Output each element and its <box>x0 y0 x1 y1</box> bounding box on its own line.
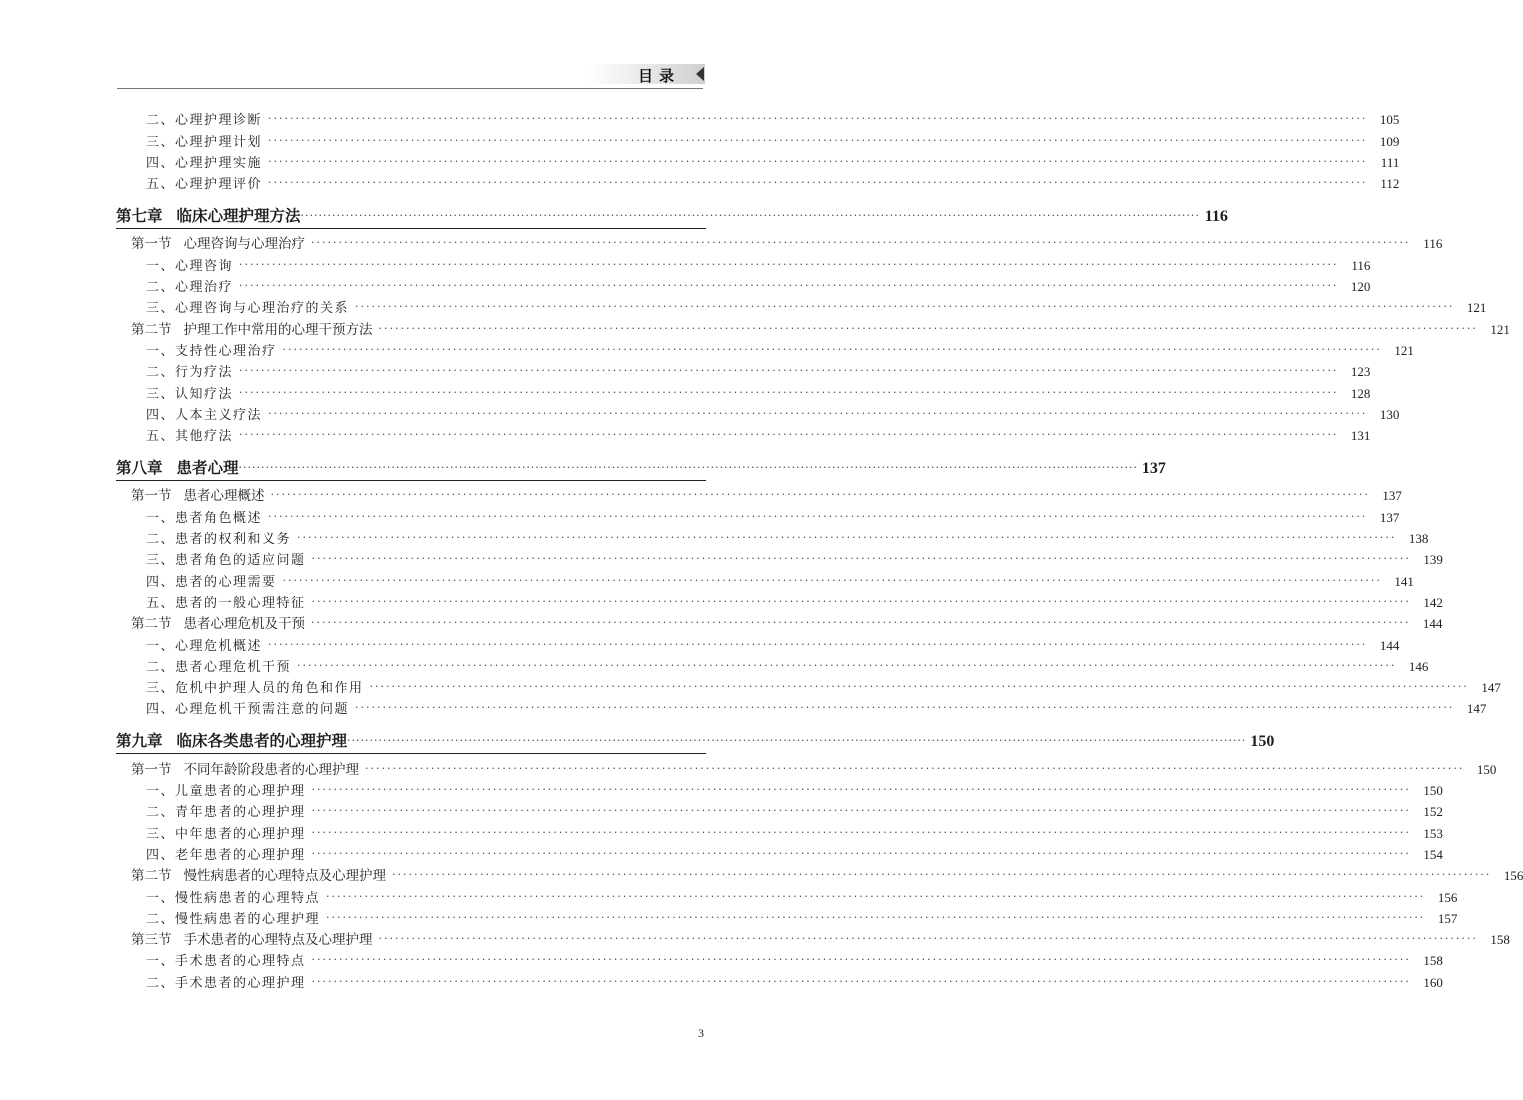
dot-leader: ········································································································································································································ <box>378 321 1478 335</box>
toc-section[interactable] <box>116 231 1443 253</box>
dot-leader: ········································································································································································································ <box>347 734 1247 748</box>
toc-item-label: 五、其他疗法 <box>146 429 234 445</box>
toc-chapter[interactable] <box>116 727 1275 751</box>
toc-chapter-label <box>116 729 347 751</box>
toc-section-label <box>131 318 373 338</box>
toc-item[interactable] <box>116 906 1458 927</box>
toc-section-title: 患者心理概述 <box>183 488 265 505</box>
toc-item[interactable] <box>116 948 1443 970</box>
toc-section[interactable] <box>116 316 1510 338</box>
toc-item-label: 三、中年患者的心理护理 <box>146 826 306 842</box>
toc-item[interactable] <box>116 654 1429 675</box>
toc-section-number: 第二节 <box>131 868 172 885</box>
toc-section-number: 第一节 <box>131 236 172 253</box>
toc-chapter-number: 第七章 <box>116 206 163 226</box>
toc-item-label: 二、行为疗法 <box>146 365 234 381</box>
dot-leader: ········································································································································································································ <box>239 364 1339 378</box>
toc-page-number: 121 <box>1394 342 1414 358</box>
dot-leader: ········································································································································································································ <box>311 783 1411 797</box>
toc-item[interactable] <box>116 171 1400 193</box>
toc-page-number: 123 <box>1350 364 1371 380</box>
toc-page-number: 137 <box>1141 460 1166 478</box>
toc-item-label: 一、手术患者的心理特点 <box>146 954 306 970</box>
dot-leader: ········································································································································································································ <box>365 761 1465 775</box>
toc-page-number: 130 <box>1379 406 1400 422</box>
toc-section-label <box>131 484 265 504</box>
dot-leader: ········································································································································································································ <box>297 531 1397 545</box>
dot-leader: ········································································································································································································ <box>311 846 1411 860</box>
dot-leader: ········································································································································································································ <box>311 804 1411 818</box>
toc-item[interactable] <box>116 274 1371 296</box>
toc-page-number: 157 <box>1437 910 1458 926</box>
toc-page-number: 111 <box>1380 154 1400 170</box>
toc-page-number: 152 <box>1423 804 1443 820</box>
dot-leader: ········································································································································································································ <box>282 342 1382 356</box>
dot-leader: ········································································································································································································ <box>268 509 1368 523</box>
toc-item[interactable] <box>116 526 1429 548</box>
dot-leader: ········································································································································································································ <box>311 616 1411 630</box>
toc-page-number: 144 <box>1422 616 1443 632</box>
toc-item-label: 五、心理护理评价 <box>146 177 263 193</box>
toc-item-label: 四、老年患者的心理护理 <box>146 847 306 863</box>
toc-chapter-title: 临床心理护理方法 <box>176 206 301 226</box>
toc-chapter-title: 患者心理 <box>176 458 239 478</box>
toc-page-number: 147 <box>1481 680 1501 696</box>
toc-item[interactable] <box>116 632 1400 654</box>
dot-leader: ········································································································································································································ <box>268 154 1368 168</box>
toc-section-number: 第一节 <box>131 488 172 505</box>
toc-page-number: 142 <box>1423 594 1443 610</box>
toc-page-number: 158 <box>1490 932 1510 948</box>
header-arrow-icon <box>696 67 704 81</box>
toc-item-label: 二、患者心理危机干预 <box>146 659 292 675</box>
toc-item-label: 三、危机中护理人员的角色和作用 <box>146 681 364 697</box>
toc-page-number: 121 <box>1466 300 1487 316</box>
toc-item[interactable] <box>116 504 1400 526</box>
toc-section-number: 第一节 <box>131 761 172 778</box>
toc-item-label: 二、青年患者的心理护理 <box>146 805 306 821</box>
toc-item-label: 一、心理咨询 <box>146 258 234 274</box>
toc-page-number: 116 <box>1351 257 1371 273</box>
toc-page-number: 160 <box>1423 974 1443 990</box>
dot-leader: ········································································································································································································ <box>268 406 1368 420</box>
toc-chapter[interactable] <box>116 202 1228 226</box>
toc-item[interactable] <box>116 402 1400 423</box>
toc-chapter-number: 第八章 <box>116 458 163 478</box>
toc-item-label: 三、心理护理计划 <box>146 134 263 150</box>
toc-item-label: 二、手术患者的心理护理 <box>146 975 306 991</box>
dot-leader: ········································································································································································································ <box>311 552 1411 566</box>
toc-chapter-label <box>116 456 239 478</box>
dot-leader: ········································································································································································································ <box>268 112 1368 126</box>
toc-item-label: 一、支持性心理治疗 <box>146 343 277 359</box>
dot-leader: ········································································································································································································ <box>239 428 1339 442</box>
toc-page-number: 150 <box>1476 761 1497 777</box>
toc-item[interactable] <box>116 338 1414 359</box>
toc-chapter[interactable] <box>116 454 1166 478</box>
toc-chapter-label <box>116 204 301 226</box>
toc-item-label: 三、认知疗法 <box>146 386 234 402</box>
toc-item-label: 二、心理治疗 <box>146 280 234 296</box>
toc-page-number: 139 <box>1423 552 1443 568</box>
toc-page-number: 131 <box>1350 428 1371 444</box>
toc-section-title: 护理工作中常用的心理干预方法 <box>183 321 373 338</box>
dot-leader: ········································································································································································································ <box>270 488 1370 502</box>
toc-item[interactable] <box>116 842 1443 863</box>
toc-section-label <box>131 864 386 884</box>
toc-page-number: 156 <box>1437 889 1458 905</box>
toc-section-number: 第三节 <box>131 932 172 949</box>
toc-item-label: 一、患者角色概述 <box>146 510 263 526</box>
toc-item-label: 四、患者的心理需要 <box>146 574 277 590</box>
dot-leader: ········································································································································································································ <box>378 932 1478 946</box>
toc-item[interactable] <box>116 884 1458 906</box>
dot-leader: ········································································································································································································ <box>326 889 1426 903</box>
dot-leader: ········································································································································································································ <box>239 257 1339 271</box>
toc-section-label <box>131 232 305 252</box>
toc-section[interactable] <box>116 756 1497 778</box>
toc-page-number: 105 <box>1379 112 1400 128</box>
toc-chapter-title: 临床各类患者的心理护理 <box>176 731 348 751</box>
toc-item-label: 四、人本主义疗法 <box>146 407 263 423</box>
dot-leader: ········································································································································································································ <box>369 680 1469 694</box>
toc-item[interactable] <box>116 252 1371 274</box>
toc-page-number: 116 <box>1204 208 1228 226</box>
dot-leader: ········································································································································································································ <box>268 133 1368 147</box>
dot-leader: ········································································································································································································ <box>326 910 1426 924</box>
toc-page-number: 141 <box>1394 573 1414 589</box>
toc-section-label <box>131 928 373 948</box>
toc-section-title: 患者心理危机及干预 <box>183 616 305 633</box>
dot-leader: ········································································································································································································ <box>311 236 1411 250</box>
toc-item-label: 四、心理危机干预需注意的问题 <box>146 702 350 718</box>
toc-section[interactable] <box>116 927 1510 949</box>
toc-section-number: 第二节 <box>131 616 172 633</box>
toc-item[interactable] <box>116 547 1443 569</box>
toc-item-label: 二、慢性病患者的心理护理 <box>146 911 321 927</box>
toc-item[interactable] <box>116 380 1371 402</box>
toc-page-number: 150 <box>1250 733 1275 751</box>
toc-item-label: 五、患者的一般心理特征 <box>146 595 306 611</box>
toc-section[interactable] <box>116 611 1443 633</box>
toc-page-number: 147 <box>1466 701 1487 717</box>
dot-leader: ········································································································································································································ <box>239 385 1339 399</box>
toc-item[interactable] <box>116 423 1371 445</box>
toc-section-title: 手术患者的心理特点及心理护理 <box>183 932 373 949</box>
toc-item[interactable] <box>116 150 1400 171</box>
toc-page-number: 128 <box>1350 385 1371 401</box>
toc-page-number: 138 <box>1408 531 1429 547</box>
toc-item-label: 二、患者的权利和义务 <box>146 532 292 548</box>
toc-section[interactable] <box>116 863 1523 885</box>
table-of-contents <box>116 107 1523 991</box>
toc-section-title: 慢性病患者的心理特点及心理护理 <box>183 868 386 885</box>
toc-item[interactable] <box>116 359 1371 381</box>
toc-section-title: 心理咨询与心理治疗 <box>183 236 305 253</box>
toc-page-number: 146 <box>1408 658 1429 674</box>
toc-section-title: 不同年龄阶段患者的心理护理 <box>183 761 359 778</box>
toc-item-label: 三、患者角色的适应问题 <box>146 553 306 569</box>
toc-page-number: 109 <box>1379 133 1400 149</box>
toc-chapter-number: 第九章 <box>116 731 163 751</box>
toc-item-label: 二、心理护理诊断 <box>146 113 263 129</box>
dot-leader: ········································································································································································································ <box>311 953 1411 967</box>
toc-section-label <box>131 612 305 632</box>
toc-page-number: 154 <box>1423 846 1443 862</box>
toc-item[interactable] <box>116 590 1443 611</box>
toc-section-number: 第二节 <box>131 321 172 338</box>
toc-page-number: 137 <box>1382 488 1402 504</box>
header-rule <box>117 88 703 89</box>
dot-leader: ········································································································································································································ <box>268 176 1368 190</box>
header-title: 目录 <box>637 67 680 85</box>
dot-leader: ········································································································································································································ <box>311 825 1411 839</box>
toc-item[interactable] <box>116 128 1400 150</box>
toc-page-number: 112 <box>1380 176 1400 192</box>
toc-section-label <box>131 758 359 778</box>
toc-page-number: 120 <box>1350 279 1371 295</box>
toc-item[interactable] <box>116 675 1501 697</box>
dot-leader: ········································································································································································································ <box>300 209 1200 223</box>
dot-leader: ········································································································································································································ <box>311 974 1411 988</box>
toc-page-number: 156 <box>1503 868 1523 884</box>
toc-item-label: 四、心理护理实施 <box>146 155 263 171</box>
toc-item[interactable] <box>116 778 1443 800</box>
toc-page-number: 153 <box>1423 825 1443 841</box>
dot-leader: ········································································································································································································ <box>238 461 1138 475</box>
dot-leader: ········································································································································································································ <box>268 637 1368 651</box>
toc-page-number: 144 <box>1379 637 1400 653</box>
toc-item[interactable] <box>116 969 1443 991</box>
dot-leader: ········································································································································································································ <box>297 658 1397 672</box>
toc-section[interactable] <box>116 483 1402 505</box>
toc-page-number: 137 <box>1379 509 1400 525</box>
page-number: 3 <box>698 1026 704 1040</box>
toc-item[interactable] <box>116 568 1414 590</box>
toc-item-label: 一、心理危机概述 <box>146 638 263 654</box>
toc-page-number: 121 <box>1490 321 1510 337</box>
toc-page-number: 150 <box>1423 783 1443 799</box>
toc-item[interactable] <box>116 696 1487 718</box>
dot-leader: ········································································································································································································ <box>392 868 1492 882</box>
dot-leader: ········································································································································································································ <box>355 701 1455 715</box>
toc-item[interactable] <box>116 107 1400 129</box>
toc-page-number: 158 <box>1423 953 1443 969</box>
dot-leader: ········································································································································································································ <box>311 594 1411 608</box>
dot-leader: ········································································································································································································ <box>355 300 1455 314</box>
toc-item[interactable] <box>116 820 1443 842</box>
toc-item[interactable] <box>116 295 1487 317</box>
toc-item[interactable] <box>116 799 1443 821</box>
dot-leader: ········································································································································································································ <box>282 573 1382 587</box>
toc-item-label: 一、儿童患者的心理护理 <box>146 784 306 800</box>
toc-item-label: 一、慢性病患者的心理特点 <box>146 890 321 906</box>
toc-page-number: 116 <box>1423 236 1443 252</box>
toc-item-label: 三、心理咨询与心理治疗的关系 <box>146 301 350 317</box>
dot-leader: ········································································································································································································ <box>239 279 1339 293</box>
